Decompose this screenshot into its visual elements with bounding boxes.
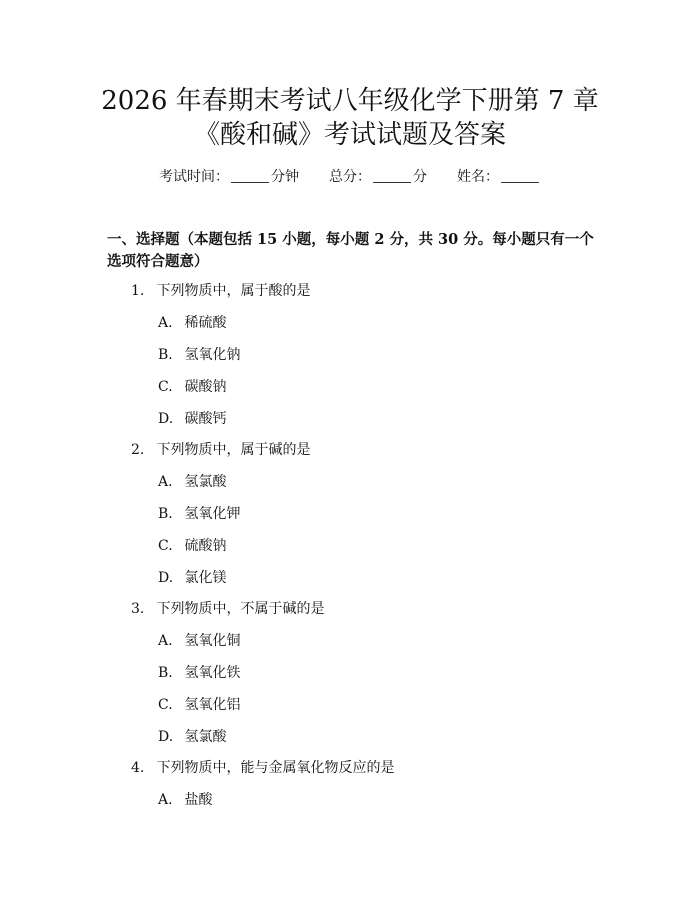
question-2 — [131, 439, 310, 461]
option-1d — [158, 408, 226, 430]
option-letter: B. — [158, 506, 173, 522]
section-heading: 一、选择题（本题包括 15 小题，每小题 2 分，共 30 分。每小题只有一个选项符合题意） — [107, 231, 594, 270]
option-letter: D. — [158, 411, 174, 427]
option-3c — [158, 694, 240, 716]
option-text: 碳酸钙 — [184, 411, 227, 427]
option-3a — [158, 630, 240, 652]
option-2d — [158, 567, 226, 589]
time-unit: 分钟 — [271, 169, 299, 185]
name-label: 姓名： — [457, 169, 499, 185]
option-letter: D. — [158, 729, 174, 745]
score-unit: 分 — [413, 169, 427, 185]
exam-title-line-1: 2026 年春期末考试八年级化学下册第 7 章 — [101, 86, 599, 116]
question-number: 3. — [131, 601, 145, 617]
option-text: 氢氧化铜 — [184, 633, 241, 649]
score-label: 总分： — [329, 169, 371, 185]
option-letter: A. — [158, 792, 173, 808]
time-label: 考试时间： — [159, 169, 229, 185]
option-letter: C. — [158, 379, 173, 395]
option-letter: A. — [158, 315, 173, 331]
option-letter: D. — [158, 570, 174, 586]
option-3d — [158, 726, 226, 748]
question-text: 下列物质中，不属于碱的是 — [156, 601, 325, 617]
question-text: 下列物质中，能与金属氧化物反应的是 — [156, 760, 395, 776]
option-text: 硫酸钠 — [184, 538, 227, 554]
question-3 — [131, 598, 324, 620]
question-4 — [131, 757, 394, 779]
option-4a — [158, 789, 212, 811]
question-1 — [131, 280, 310, 302]
option-1c — [158, 376, 226, 398]
question-number: 4. — [131, 760, 145, 776]
option-letter: B. — [158, 347, 173, 363]
option-text: 氢氯酸 — [184, 474, 227, 490]
time-blank — [231, 168, 269, 183]
question-number: 2. — [131, 442, 145, 458]
name-blank — [501, 168, 539, 183]
exam-title-line-2: 《酸和碱》考试试题及答案 — [193, 120, 506, 150]
option-letter: C. — [158, 697, 173, 713]
option-text: 氢氧化铝 — [184, 697, 241, 713]
exam-info-row — [0, 166, 700, 188]
option-3b — [158, 662, 240, 684]
option-letter: A. — [158, 474, 173, 490]
option-2b — [158, 503, 240, 525]
question-text: 下列物质中，属于酸的是 — [156, 283, 311, 299]
option-text: 氢氯酸 — [184, 729, 227, 745]
option-text: 稀硫酸 — [184, 315, 227, 331]
option-2a — [158, 471, 226, 493]
option-text: 氢氧化钠 — [184, 347, 241, 363]
option-letter: C. — [158, 538, 173, 554]
score-blank — [373, 168, 411, 183]
option-1a — [158, 312, 226, 334]
option-letter: B. — [158, 665, 173, 681]
option-letter: A. — [158, 633, 173, 649]
option-text: 氢氧化铁 — [184, 665, 241, 681]
option-2c — [158, 535, 226, 557]
option-text: 盐酸 — [184, 792, 213, 808]
question-text: 下列物质中，属于碱的是 — [156, 442, 311, 458]
option-1b — [158, 344, 240, 366]
option-text: 氯化镁 — [184, 570, 227, 586]
question-number: 1. — [131, 283, 145, 299]
option-text: 氢氧化钾 — [184, 506, 241, 522]
option-text: 碳酸钠 — [184, 379, 227, 395]
